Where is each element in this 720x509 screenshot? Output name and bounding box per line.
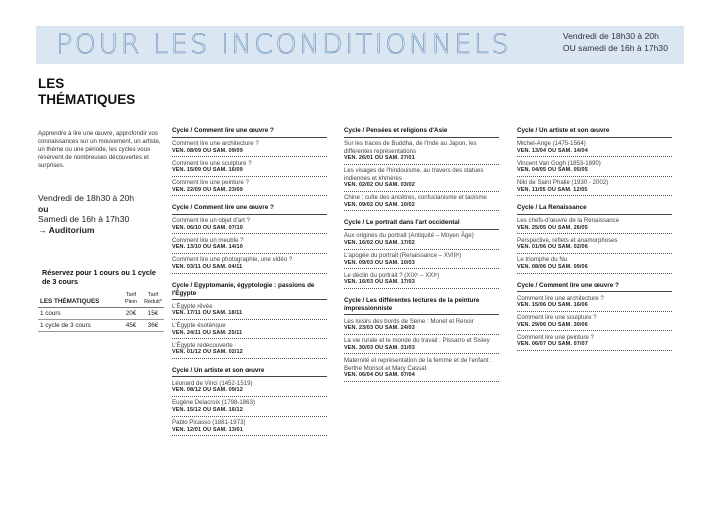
- cycle-title: Cycle / Les différentes lectures de la peinture impressionniste: [344, 297, 499, 316]
- session-entry: [172, 178, 327, 196]
- session-title: Vincent Van Gogh (1853-1890): [517, 159, 601, 167]
- session-dates: VEN. 12/01 OU SAM. 13/01: [172, 426, 243, 433]
- session-title: Le triomphe du Nu: [517, 256, 568, 264]
- session-entry: [517, 178, 672, 196]
- session-title: Le déclin du portrait ? (XIXᵉ – XXIᵉ): [344, 271, 440, 279]
- session-title: L'Égypte ésotérique: [172, 322, 226, 330]
- session-entry: [344, 356, 499, 382]
- session-entry: [344, 231, 499, 249]
- session-title: Les loisirs des bords de Seine : Monet et Renoir: [344, 317, 474, 325]
- cycle-block: [344, 219, 499, 288]
- session-dates: VEN. 01/06 OU SAM. 02/06: [517, 244, 588, 251]
- cycle-block: [172, 367, 327, 436]
- cycle-title: Cycle / Comment lire une œuvre ?: [172, 127, 327, 138]
- cycle-block: [344, 297, 499, 382]
- session-dates: VEN. 06/10 OU SAM. 07/10: [172, 224, 243, 231]
- price-header-plein: Tarif Plein: [125, 292, 137, 305]
- session-entry: [172, 255, 327, 273]
- session-entry: [172, 159, 327, 177]
- session-entry: [344, 271, 499, 289]
- session-entry: [172, 321, 327, 339]
- cycle-title: Cycle / Egyptomanie, égyptologie : passions de l'Égypte: [172, 282, 327, 301]
- session-title: Comment lire une sculpture ?: [172, 159, 252, 167]
- banner-hours-line-1: Vendredi de 18h30 à 20h: [562, 31, 659, 41]
- program-column-2: [344, 127, 499, 390]
- session-entry: [517, 255, 672, 273]
- cycle-block: [172, 282, 327, 359]
- session-dates: VEN. 06/04 OU SAM. 07/04: [344, 372, 415, 379]
- session-dates: VEN. 13/10 OU SAM. 14/10: [172, 244, 243, 251]
- session-entry: [517, 139, 672, 157]
- session-title: Les chefs-d'œuvre de la Renaissance: [517, 217, 620, 225]
- cycle-title: Cycle / Un artiste et son œuvre: [517, 127, 672, 138]
- session-title: L'Égypte rêvée: [172, 302, 213, 310]
- cycle-title: Cycle / Comment lire une œuvre ?: [172, 204, 327, 215]
- session-dates: VEN. 11/05 OU SAM. 12/05: [517, 186, 588, 193]
- session-entry: [344, 193, 499, 211]
- cycle-title: Cycle / Pensées et religions d'Asie: [344, 127, 499, 138]
- session-entry: [517, 294, 672, 312]
- price-row-label: 1 cycle de 3 cours: [40, 322, 91, 329]
- session-dates: VEN. 08/06 OU SAM. 09/06: [517, 264, 588, 271]
- intro-text: Apprendre à lire une œuvre, approfondir vos connaissances sur un mouvement, un artiste, un thème ou une période, les cycles vous réservent de nombreuses découvertes et surprises.: [38, 130, 161, 169]
- price-table: [38, 290, 164, 332]
- session-dates: VEN. 02/02 OU SAM. 03/02: [344, 182, 415, 189]
- session-dates: VEN. 16/03 OU SAM. 17/03: [344, 279, 415, 286]
- session-dates: VEN. 22/09 OU SAM. 23/09: [172, 186, 243, 193]
- cycle-block: [517, 204, 672, 273]
- session-dates: VEN. 15/12 OU SAM. 16/12: [172, 407, 243, 414]
- price-row-plein: 45€: [125, 322, 137, 329]
- session-dates: VEN. 13/04 OU SAM. 14/04: [517, 147, 588, 154]
- session-entry: [172, 398, 327, 416]
- session-entry: [517, 216, 672, 234]
- cycle-block: [344, 127, 499, 211]
- program-column-3: [517, 127, 672, 359]
- session-title: Perspective, reflets et anamorphoses: [517, 236, 618, 244]
- session-dates: VEN. 29/06 OU SAM. 30/06: [517, 321, 588, 328]
- cycle-title: Cycle / La Renaissance: [517, 204, 672, 215]
- session-dates: VEN. 06/07 OU SAM. 07/07: [517, 341, 588, 348]
- session-entry: [517, 159, 672, 177]
- session-entry: [344, 317, 499, 335]
- session-dates: VEN. 15/06 OU SAM. 16/06: [517, 302, 588, 309]
- cycle-block: [517, 282, 672, 351]
- schedule-place: → Auditorium: [38, 224, 95, 235]
- banner-hours-line-2: OU samedi de 16h à 17h30: [562, 42, 668, 53]
- price-header-reduit: Tarif Réduit*: [144, 292, 162, 305]
- session-dates: VEN. 23/03 OU SAM. 24/03: [344, 325, 415, 332]
- session-entry: [172, 302, 327, 320]
- cycle-block: [172, 204, 327, 273]
- session-title: Aux origines du portrait (Antiquité – Moyen Âge): [344, 232, 474, 240]
- session-entry: [344, 166, 499, 192]
- session-entry: [344, 139, 499, 165]
- session-title: Les visages de l'hindouisme, au travers des statues indiennes et khmères: [344, 167, 484, 182]
- session-entry: [172, 139, 327, 157]
- session-entry: [517, 236, 672, 254]
- reserve-text: Réservez pour 1 cours ou 1 cycle de 3 cours: [42, 268, 156, 287]
- session-title: Comment lire une architecture ?: [172, 140, 259, 147]
- session-dates: VEN. 26/01 OU SAM. 27/01: [344, 155, 415, 162]
- session-entry: [172, 236, 327, 254]
- section-title: [38, 76, 135, 107]
- session-dates: VEN. 09/02 OU SAM. 10/02: [344, 201, 415, 208]
- price-row: [38, 308, 164, 320]
- price-header-label: LES THÉMATIQUES: [40, 298, 100, 305]
- cycle-title: Cycle / Comment lire une œuvre ?: [517, 282, 672, 293]
- session-title: Michel-Ange (1475-1564): [517, 140, 586, 147]
- session-entry: [517, 313, 672, 331]
- price-row: [38, 320, 164, 332]
- session-title: La vie rurale et le monde du travail : Pissarro et Sisley: [344, 337, 490, 345]
- session-title: Comment lire une photographie, une vidéo ?: [172, 256, 293, 264]
- session-title: Comment lire une peinture ?: [172, 179, 249, 187]
- banner-hours: [563, 31, 668, 54]
- price-row-reduit: 15€: [147, 310, 159, 317]
- session-entry: [344, 336, 499, 354]
- schedule-or: ou: [38, 203, 49, 214]
- session-dates: VEN. 09/03 OU SAM. 10/03: [344, 259, 415, 266]
- cycle-title: Cycle / Le portrait dans l'art occidental: [344, 219, 499, 230]
- session-title: Léonard de Vinci (1452-1519): [172, 379, 253, 387]
- session-title: L'apogée du portrait (Renaissance – XVIIIᵉ): [344, 252, 462, 260]
- session-title: Eugène Delacroix (1798-1863): [172, 399, 255, 407]
- session-title: Chine : culte des ancêtres, confucianisme et taoïsme: [344, 194, 487, 202]
- session-dates: VEN. 16/02 OU SAM. 17/02: [344, 240, 415, 247]
- session-dates: VEN. 03/11 OU SAM. 04/11: [172, 264, 243, 271]
- session-title: Comment lire une architecture ?: [517, 294, 604, 302]
- session-dates: VEN. 15/09 OU SAM. 16/09: [172, 167, 243, 174]
- schedule-block: [38, 193, 166, 235]
- session-dates: VEN. 08/09 OU SAM. 09/09: [172, 147, 243, 154]
- session-dates: VEN. 17/11 OU SAM. 18/11: [172, 310, 243, 317]
- price-row-plein: 20€: [125, 310, 137, 317]
- session-title: Comment lire une peinture ?: [517, 333, 594, 341]
- session-title: Maternité et représentation de la femme et de l'enfant : Berthe Morisot et Mary Cassat: [344, 356, 492, 372]
- cycle-block: [517, 127, 672, 196]
- session-title: Sur les traces de Buddha, de l'Inde au Japon, les différentes représentations: [344, 140, 477, 155]
- price-row-label: 1 cours: [40, 310, 61, 317]
- session-dates: VEN. 04/05 OU SAM. 05/05: [517, 167, 588, 174]
- price-table-header: [38, 290, 164, 308]
- schedule-friday: Vendredi de 18h30 à 20h: [38, 193, 135, 203]
- schedule-saturday: Samedi de 16h à 17h30: [38, 214, 130, 224]
- section-title-line-1: LES: [38, 76, 65, 91]
- session-dates: VEN. 24/11 OU SAM. 25/11: [172, 329, 243, 336]
- session-entry: [172, 379, 327, 397]
- session-entry: [172, 216, 327, 234]
- session-dates: VEN. 01/12 OU SAM. 02/12: [172, 349, 243, 356]
- session-entry: [172, 418, 327, 436]
- session-title: Niki de Saint Phalle (1930 - 2002): [517, 179, 609, 187]
- session-title: Comment lire un meuble ?: [172, 236, 244, 244]
- session-entry: [172, 341, 327, 359]
- session-entry: [517, 333, 672, 351]
- header-banner: [36, 26, 684, 64]
- session-entry: [344, 251, 499, 269]
- session-dates: VEN. 30/03 OU SAM. 31/03: [344, 344, 415, 351]
- session-title: Comment lire un objet d'art ?: [172, 217, 251, 225]
- session-title: Pablo Picasso (1881-1973): [172, 419, 246, 427]
- program-column-1: [172, 127, 327, 444]
- session-dates: VEN. 08/12 OU SAM. 09/12: [172, 387, 243, 394]
- cycle-title: Cycle / Un artiste et son œuvre: [172, 367, 327, 378]
- banner-title: POUR LES INCONDITIONNELS: [56, 29, 512, 60]
- session-dates: VEN. 25/05 OU SAM. 26/05: [517, 224, 588, 231]
- price-row-reduit: 36€: [147, 322, 159, 329]
- session-title: L'Égypte redécouverte: [172, 341, 233, 349]
- cycle-block: [172, 127, 327, 196]
- session-title: Comment lire une sculpture ?: [517, 314, 597, 322]
- section-title-line-2: THÉMATIQUES: [38, 91, 136, 107]
